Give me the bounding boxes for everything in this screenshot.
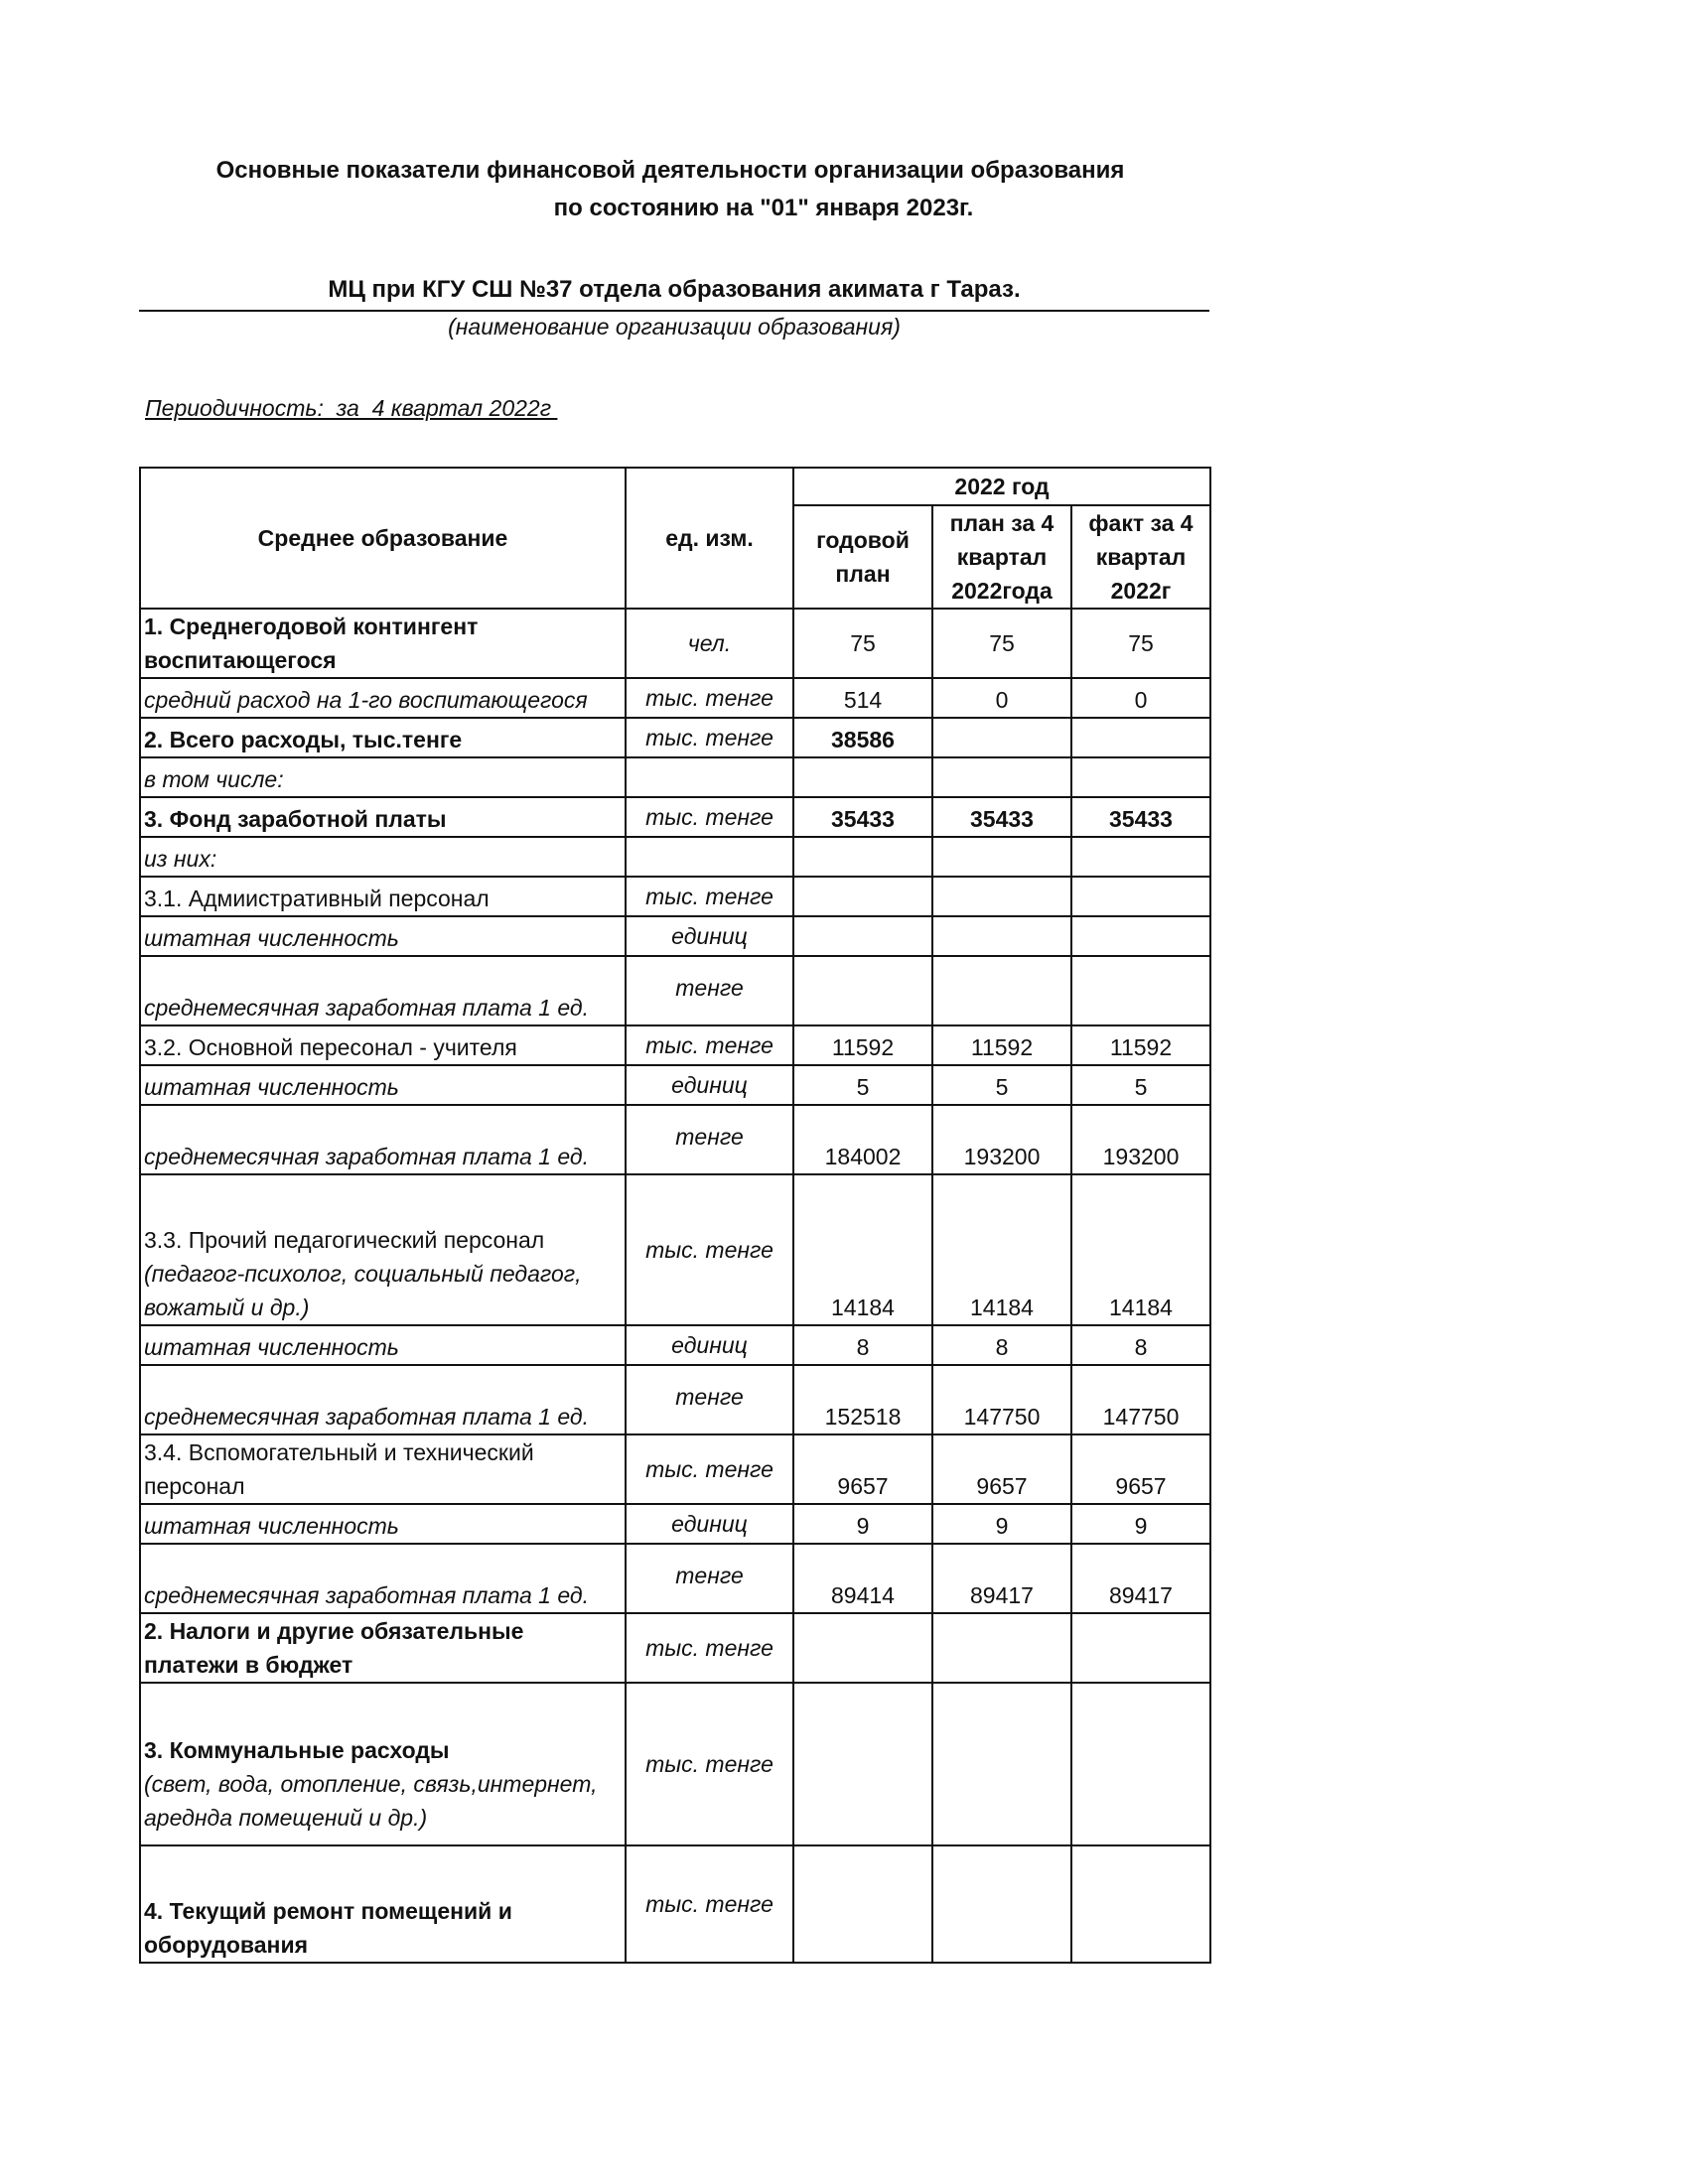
row-q4-fact: [1071, 877, 1210, 916]
row-label: среднемесячная заработная плата 1 ед.: [140, 956, 626, 1025]
row-annual-plan: 35433: [793, 797, 932, 837]
column-header-q4-plan: план за 4 квартал 2022года: [932, 505, 1071, 609]
row-annual-plan: 38586: [793, 718, 932, 757]
row-unit: единиц: [626, 1325, 793, 1365]
row-q4-fact: [1071, 956, 1210, 1025]
row-label: 3.4. Вспомогательный и технический персонал: [140, 1434, 626, 1504]
row-q4-plan: 89417: [932, 1544, 1071, 1613]
organization-name-caption: (наименование организации образования): [448, 314, 901, 340]
row-q4-plan: [932, 837, 1071, 877]
row-annual-plan: 11592: [793, 1025, 932, 1065]
row-annual-plan: [793, 757, 932, 797]
row-unit: тыс. тенге: [626, 718, 793, 757]
report-date: по состоянию на "01" января 2023г.: [553, 195, 974, 221]
row-label-main: 3. Коммунальные расходы: [144, 1737, 450, 1763]
row-annual-plan: 514: [793, 678, 932, 718]
row-q4-plan: 147750: [932, 1365, 1071, 1434]
row-q4-plan: [932, 1683, 1071, 1845]
row-annual-plan: 9: [793, 1504, 932, 1544]
row-q4-plan: [932, 718, 1071, 757]
row-q4-plan: 193200: [932, 1105, 1071, 1174]
column-header-q4-fact: факт за 4 квартал 2022г: [1071, 505, 1210, 609]
row-q4-plan: 8: [932, 1325, 1071, 1365]
financial-indicators-table: [139, 467, 1211, 1964]
row-q4-plan: 5: [932, 1065, 1071, 1105]
row-label: среднемесячная заработная плата 1 ед.: [140, 1544, 626, 1613]
row-q4-plan: 14184: [932, 1174, 1071, 1325]
row-label: 4. Текущий ремонт помещений и оборудования: [140, 1845, 626, 1963]
row-annual-plan: [793, 1683, 932, 1845]
row-label: среднемесячная заработная плата 1 ед.: [140, 1105, 626, 1174]
row-q4-fact: 5: [1071, 1065, 1210, 1105]
row-q4-plan: [932, 956, 1071, 1025]
row-q4-plan: [932, 1613, 1071, 1683]
row-q4-fact: 89417: [1071, 1544, 1210, 1613]
row-unit: единиц: [626, 1065, 793, 1105]
row-unit: [626, 837, 793, 877]
row-unit: тыс. тенге: [626, 678, 793, 718]
row-q4-fact: 11592: [1071, 1025, 1210, 1065]
row-q4-plan: 75: [932, 609, 1071, 678]
row-label: штатная численность: [140, 916, 626, 956]
row-q4-plan: 9: [932, 1504, 1071, 1544]
row-label-note: (педагог-психолог, социальный педагог, вожатый и др.): [144, 1261, 582, 1320]
row-unit: [626, 757, 793, 797]
row-unit: тенге: [626, 1365, 793, 1434]
row-unit: тыс. тенге: [626, 1845, 793, 1963]
row-label: 2. Налоги и другие обязательные платежи в бюджет: [140, 1613, 626, 1683]
row-label: [140, 1174, 626, 1325]
row-unit: тыс. тенге: [626, 1174, 793, 1325]
row-unit: тыс. тенге: [626, 1683, 793, 1845]
row-annual-plan: 5: [793, 1065, 932, 1105]
row-unit: тыс. тенге: [626, 797, 793, 837]
row-q4-fact: [1071, 1683, 1210, 1845]
column-header-annual-plan: годовой план: [793, 505, 932, 609]
periodicity: Периодичность: за 4 квартал 2022г: [145, 395, 558, 421]
row-unit: тенге: [626, 1105, 793, 1174]
row-label: в том числе:: [140, 757, 626, 797]
column-header-year: 2022 год: [793, 468, 1210, 505]
row-q4-fact: [1071, 1845, 1210, 1963]
row-annual-plan: 89414: [793, 1544, 932, 1613]
report-title: Основные показатели финансовой деятельности организации образования: [215, 157, 1125, 184]
row-label: штатная численность: [140, 1504, 626, 1544]
row-q4-fact: 147750: [1071, 1365, 1210, 1434]
row-q4-plan: [932, 757, 1071, 797]
row-unit: чел.: [626, 609, 793, 678]
row-q4-plan: [932, 1845, 1071, 1963]
row-annual-plan: 8: [793, 1325, 932, 1365]
organization-name: МЦ при КГУ СШ №37 отдела образования акимата г Тараз.: [139, 276, 1209, 312]
row-label: 3.2. Основной пересонал - учителя: [140, 1025, 626, 1065]
row-unit: единиц: [626, 1504, 793, 1544]
row-unit: тыс. тенге: [626, 1434, 793, 1504]
row-label: [140, 1683, 626, 1845]
row-label: штатная численность: [140, 1325, 626, 1365]
row-q4-fact: 9657: [1071, 1434, 1210, 1504]
row-annual-plan: [793, 837, 932, 877]
row-label: 3.1. Адмиистративный персонал: [140, 877, 626, 916]
row-unit: тыс. тенге: [626, 1025, 793, 1065]
row-annual-plan: [793, 877, 932, 916]
row-label: среднемесячная заработная плата 1 ед.: [140, 1365, 626, 1434]
row-annual-plan: [793, 1613, 932, 1683]
row-q4-fact: 14184: [1071, 1174, 1210, 1325]
row-label: 1. Среднегодовой контингент воспитающегося: [140, 609, 626, 678]
row-label: штатная численность: [140, 1065, 626, 1105]
row-q4-plan: 0: [932, 678, 1071, 718]
row-annual-plan: 184002: [793, 1105, 932, 1174]
row-annual-plan: 75: [793, 609, 932, 678]
row-unit: тенге: [626, 956, 793, 1025]
row-annual-plan: [793, 916, 932, 956]
row-q4-fact: [1071, 837, 1210, 877]
row-q4-fact: 75: [1071, 609, 1210, 678]
row-annual-plan: 14184: [793, 1174, 932, 1325]
row-unit: тыс. тенге: [626, 1613, 793, 1683]
row-q4-fact: 9: [1071, 1504, 1210, 1544]
row-q4-plan: [932, 877, 1071, 916]
row-annual-plan: [793, 956, 932, 1025]
row-unit: тыс. тенге: [626, 877, 793, 916]
row-q4-plan: 9657: [932, 1434, 1071, 1504]
row-label-note: (свет, вода, отопление, связь,интернет, ареднда помещений и др.): [144, 1771, 598, 1831]
row-label: 2. Всего расходы, тыс.тенге: [140, 718, 626, 757]
row-label: из них:: [140, 837, 626, 877]
row-q4-fact: 35433: [1071, 797, 1210, 837]
row-q4-fact: 8: [1071, 1325, 1210, 1365]
row-label: средний расход на 1-го воспитающегося: [140, 678, 626, 718]
row-annual-plan: 9657: [793, 1434, 932, 1504]
row-annual-plan: 152518: [793, 1365, 932, 1434]
column-header-unit: ед. изм.: [626, 468, 793, 609]
row-q4-plan: 11592: [932, 1025, 1071, 1065]
row-q4-fact: [1071, 718, 1210, 757]
row-q4-fact: [1071, 757, 1210, 797]
row-q4-plan: [932, 916, 1071, 956]
column-header-name: Среднее образование: [140, 468, 626, 609]
row-q4-fact: 193200: [1071, 1105, 1210, 1174]
row-annual-plan: [793, 1845, 932, 1963]
row-q4-fact: [1071, 1613, 1210, 1683]
row-q4-fact: [1071, 916, 1210, 956]
row-q4-plan: 35433: [932, 797, 1071, 837]
row-q4-fact: 0: [1071, 678, 1210, 718]
row-label: 3. Фонд заработной платы: [140, 797, 626, 837]
row-unit: единиц: [626, 916, 793, 956]
row-label-main: 3.3. Прочий педагогический персонал: [144, 1227, 545, 1253]
row-unit: тенге: [626, 1544, 793, 1613]
